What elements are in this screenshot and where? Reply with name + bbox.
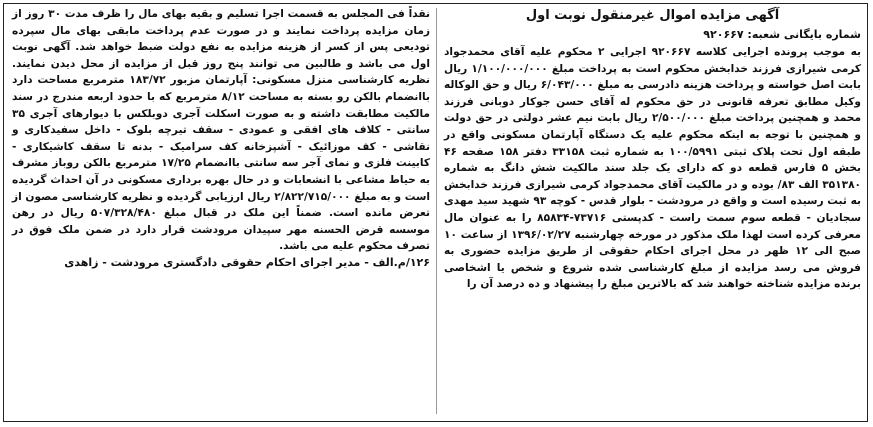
notice-title: آگهی مزایده اموال غیرمنقول نوبت اول: [525, 8, 780, 23]
notice-body-part-1: به موجب پرونده اجرایی کلاسه ۹۲۰۶۶۷ اجرایی ۲ محکوم علیه آقای محمدجواد کرمی شیرازی فرزند خدابخش محکوم است به پرداخت مبلغ ۱/۱۰۰/۰۰۰/۰۰۰ ریال بابت اصل خواسته و پرداخت هزینه دادرسی به مبلغ ۶/۰۴۳/۰۰۰ ریال و حق الوکاله وکیل مطابق تعرفه قانونی در حق محکوم له آقای حسن جوکار دوبانی فرزند محمد و همچنین پرداخت مبلغ ۲/۵۰۰/۰۰۰ ریال بابت نیم عشر دولتی در حق دولت و همچنین با توجه به اینکه محکوم علیه یک دستگاه آپارتمان مسکونی واقع در طبقه اول تحت پلاک ثبتی ۱۰۰/۵۹۹۱ به شماره ثبت ۳۳۱۵۸ دفتر ۱۵۸ صفحه ۴۶ بخش ۵ فارس قطعه دو که دارای یک جلد سند مالکیت شش دانگ به شماره ۳۵۱۳۸۰ الف ۸۳/ بوده و در مالکیت آقای محمدجواد کرمی شیرازی فرزند خدابخش به ثبت رسیده است و واقع در مرودشت - بلوار قدس - کوچه ۹۳ شهید سید مهدی سجادیان - قطعه سوم سمت راست - کدپستی ۷۳۷۱۶-۸۵۸۳۴ را به عنوان مال معرفی کرده است لهذا ملک مذکور در مورخه چهارشنبه ۱۳۹۶/۰۲/۲۷ از ساعت ۱۰ صبح الی ۱۲ ظهر در محل اجرای احکام حقوقی از طریق مزایده حضوری به فروش می رسد مزایده از مبلغ کارشناسی شده شروع و شخص یا اشخاصی برنده مزایده شناخته خواهند شد که بالاترین مبلغ را پیشنهاد و ده درصد آن را: [444, 46, 862, 291]
column-divider: [436, 8, 437, 414]
notice-body-part-2: نقداً فی المجلس به قسمت اجرا تسلیم و بقیه بهای مال را ظرف مدت ۳۰ روز از زمان مزایده پرداخت نمایند و در صورت عدم پرداخت مابقی بهای مال سپرده تودیعی پس از کسر از هزینه مزایده به نفع دولت ضبط خواهد شد. آگهی نوبت اول می باشد و طالبین می توانند پنج روز قبل از مزایده از محل دیدن نمایند. نظریه کارشناسی منزل مسکونی: آپارتمان مزبور ۱۸۳/۷۲ مترمربع مساحت دارد باانضمام بالکن رو بسته به مساحت ۸/۱۲ مترمربع که با حدود اربعه مندرج در سند مالکیت مطابقت داشته و به صورت اسکلت آجری دوبلکس با دیوارهای آجری ۳۵ سانتی - کلاف های افقی و عمودی - سقف تیرچه بلوک - داخل سفیدکاری و نقاشی - کف موزائیک - آشپزخانه کف سرامیک - بدنه تا سقف کاشیکاری - کابینت فلزی و نمای آجر سه سانتی باانضمام ۱۷/۲۵ مترمربع بالکن روباز مشرف به حیاط مشاعی با انشعابات و در حال بهره برداری مسکونی در آن احداث گردیده است و به مبلغ ۲/۸۲۲/۷۱۵/۰۰۰ ریال ارزیابی گردیده و نظریه کارشناسی مصون از تعرض مانده است. ضمناً این ملک در قبال مبلغ ۵۰۷/۳۲۸/۴۸۰ ریال در رهن موسسه قرض الحسنه مهر سپیدان مرودشت قرار دارد در ضمن ملک فوق در تصرف محکوم علیه می باشد.: [12, 8, 431, 253]
notice-signature: ۱۲۶/م.الف - مدیر اجرای احکام حقوقی دادگستری مرودشت - زاهدی: [64, 255, 430, 269]
notice-right-column: [440, 6, 865, 418]
notice-left-column: [6, 6, 434, 418]
archive-number: شماره بایگانی شعبه: ۹۲۰۶۶۷: [703, 28, 861, 41]
